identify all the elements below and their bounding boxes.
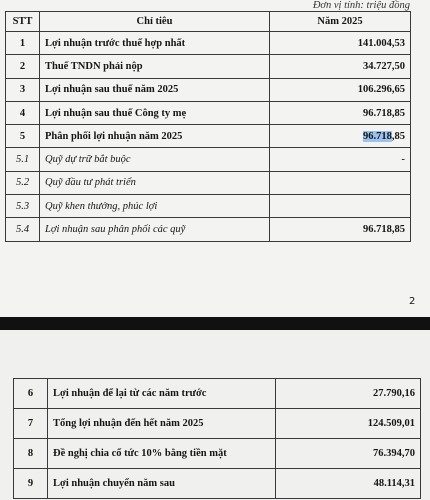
row-value: 96.718,85 (270, 218, 411, 241)
row-value: 34.727,50 (270, 55, 411, 78)
row-item: Tổng lợi nhuận đến hết năm 2025 (48, 409, 276, 439)
row-stt: 5.3 (6, 195, 40, 218)
row-item: Lợi nhuận sau phân phối các quỹ (40, 218, 270, 241)
row-stt: 6 (14, 379, 48, 409)
row-item: Thuế TNDN phải nộp (40, 55, 270, 78)
table-row (6, 78, 411, 101)
page-divider (0, 317, 430, 330)
row-stt: 5.1 (6, 148, 40, 171)
row-value-rest: ,85 (391, 130, 405, 142)
table-row (6, 101, 411, 124)
row-value: 27.790,16 (276, 379, 421, 409)
profit-table-page-1 (5, 11, 411, 242)
row-stt: 3 (6, 78, 40, 101)
row-value: 96.718,85 (270, 101, 411, 124)
table-row (14, 379, 421, 409)
row-item: Đề nghị chia cổ tức 10% bằng tiền mặt (48, 439, 276, 469)
page-number: 2 (409, 296, 416, 307)
row-value (270, 125, 411, 148)
row-value: 76.394,70 (276, 439, 421, 469)
table-row (6, 55, 411, 78)
unit-note: Đơn vị tính: triệu đồng (312, 0, 410, 11)
table-header-row (6, 12, 411, 32)
profit-table-page-2 (13, 378, 421, 499)
table-row (6, 148, 411, 171)
table-row (6, 171, 411, 194)
row-stt: 9 (14, 469, 48, 499)
row-value (270, 195, 411, 218)
row-item: Phân phối lợi nhuận năm 2025 (40, 125, 270, 148)
row-stt: 1 (6, 32, 40, 55)
row-stt: 7 (14, 409, 48, 439)
selected-text-highlight[interactable]: 96.718 (363, 130, 392, 142)
table-row (6, 32, 411, 55)
row-item: Lợi nhuận sau thuế năm 2025 (40, 78, 270, 101)
row-value (270, 171, 411, 194)
row-item: Quỹ đầu tư phát triển (40, 171, 270, 194)
table-row (14, 409, 421, 439)
table-row (6, 195, 411, 218)
header-value: Năm 2025 (270, 12, 411, 32)
row-stt: 5 (6, 125, 40, 148)
row-value: 106.296,65 (270, 78, 411, 101)
row-stt: 5.4 (6, 218, 40, 241)
header-stt: STT (6, 12, 40, 32)
row-item: Lợi nhuận trước thuế hợp nhất (40, 32, 270, 55)
row-stt: 4 (6, 101, 40, 124)
row-item: Quỹ dự trữ bắt buộc (40, 148, 270, 171)
row-value: - (270, 148, 411, 171)
header-item: Chỉ tiêu (40, 12, 270, 32)
table-row (14, 439, 421, 469)
row-value: 141.004,53 (270, 32, 411, 55)
row-stt: 5.2 (6, 171, 40, 194)
row-item: Quỹ khen thưởng, phúc lợi (40, 195, 270, 218)
table-row (6, 218, 411, 241)
row-item: Lợi nhuận sau thuế Công ty mẹ (40, 101, 270, 124)
row-stt: 2 (6, 55, 40, 78)
row-item: Lợi nhuận chuyển năm sau (48, 469, 276, 499)
row-value: 48.114,31 (276, 469, 421, 499)
table-row (6, 125, 411, 148)
row-value: 124.509,01 (276, 409, 421, 439)
row-item: Lợi nhuận để lại từ các năm trước (48, 379, 276, 409)
table-row (14, 469, 421, 499)
row-stt: 8 (14, 439, 48, 469)
